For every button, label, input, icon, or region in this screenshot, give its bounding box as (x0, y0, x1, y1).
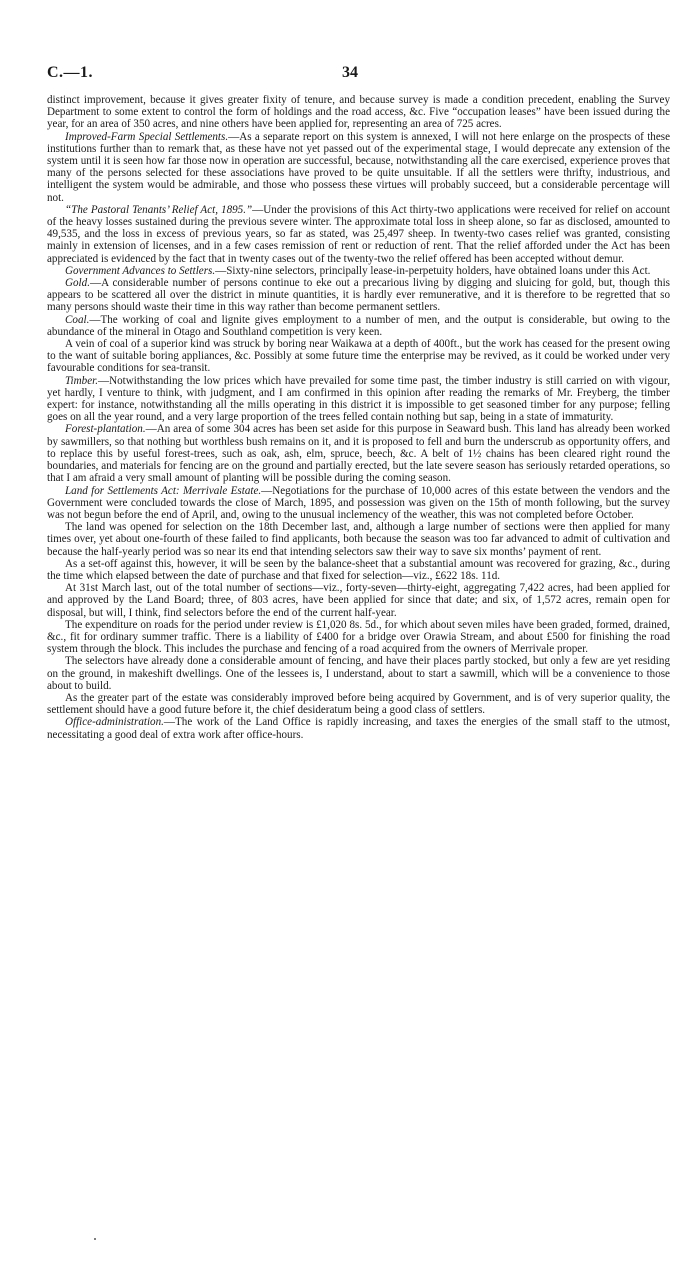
paragraph-heading: Office-administration. (65, 716, 164, 729)
paragraph-gold (47, 277, 670, 314)
paragraph-government-advances (47, 265, 670, 277)
paragraph-heading: Gold. (65, 277, 90, 290)
paragraph-selectors-fencing (47, 655, 670, 692)
paragraph-text: —Under the provisions of this Act thirty-two applications were received for relief on account of the heavy losses sustained during the previous severe winter. The approximate total loss in sheep alone, so far as disclosed, amounted to 49,535, and the loss in excess of previous years, so far as stated, was 25,497 sheep. In twenty-two cases relief was granted, consisting mainly in extension of licenses, and in a few cases remission of rent or reduction of rent. That the relief afforded under the Act has been appreciated is evidenced by the fact that in twenty cases out of the twenty-two the relief offered has been accepted without demur. (47, 203, 670, 265)
paragraph-timber (47, 375, 670, 424)
paragraph-improved-farm (47, 131, 670, 204)
paragraph-text: The land was opened for selection on the 18th December last, and, although a large number of sections were then applied for many times over, yet about one-fourth of these failed to find applicants, both because the season was too far advanced to admit of cultivation and because the half-yearly period was so near its end that intending selectors saw their way to save six months’ payment of rent. (47, 521, 670, 558)
paragraph-heading: Improved-Farm Special Settlements. (65, 130, 229, 143)
paragraph-text: —Sixty-nine selectors, principally lease-in-perpetuity holders, have obtained loans under this Act. (215, 264, 651, 277)
paragraph-merrivale-estate (47, 485, 670, 522)
paragraph-estate-future (47, 692, 670, 716)
paragraph-office-administration (47, 716, 670, 740)
paragraph-text: The selectors have already done a considerable amount of fencing, and have their places partly stocked, but only a few are yet residing on the ground, in makeshift dwellings. One of the lessees is, I understand, about to start a sawmill, which will be a convenience to those about to build. (47, 655, 670, 692)
paragraph-text: As the greater part of the estate was considerably improved before being acquired by Government, and is of very superior quality, the settlement should have a good future before it, the chief desideratum being a good class of settlers. (47, 691, 670, 717)
paragraph-text: —Notwithstanding the low prices which have prevailed for some time past, the timber industry is still carried on with vigour, yet hardly, I venture to think, with judgment, and I am confirmed in this opinion after reading the remarks of Mr. Freyberg, the timber expert: for instance, notwithstanding all the mills operating in this district it is impossible to get seasoned timber for any purpose; felling goes on all the year round, and a very large proportion of the trees felled contain nothing but sap, being in a state of immaturity. (47, 374, 670, 424)
paragraph-heading: Land for Settlements Act: Merrivale Estate. (65, 484, 262, 497)
paragraph-coal (47, 314, 670, 338)
paragraph-heading: Government Advances to Settlers. (65, 264, 216, 277)
paragraph-text: —An area of some 304 acres has been set aside for this purpose in Seaward bush. This land has already been worked by sawmillers, so that nothing but worthless bush remains on it, and it is proposed to fell and burn the underscrub as opportunity offers, and to replace this by useful forest-trees, such as oak, ash, elm, spruce, beech, &c. A belt of 1½ chains has been cleared right round the boundaries, and materials for fencing are on the ground and partially erected, but the late severe season has seriously retarded operations, so that I am afraid a very small amount of planting will be possible during the coming season. (47, 423, 670, 485)
paragraph-heading: Timber. (65, 374, 98, 387)
paragraph-text: —As a separate report on this system is annexed, I will not here enlarge on the prospects of these institutions further than to remark that, as these have not yet passed out of the experimental stage, I would deprecate any extension of the system until it is seen how far those now in operation are successful, because, notwithstanding all the care exercised, experience proves that many of the persons selected for these associations have proved to be quite unsuitable. If all the settlers were thrifty, industrious, and intelligent the system would be admirable, and those who possess these virtues will probably succeed, but a considerable percentage will not. (47, 130, 670, 204)
paragraph-heading: Forest-plantation. (65, 423, 146, 436)
paragraph-grazing-recovery (47, 558, 670, 582)
scan-speck (94, 1238, 96, 1240)
paragraph-pastoral-relief (47, 204, 670, 265)
paragraph-coal-vein (47, 338, 670, 375)
page-number: 34 (342, 64, 358, 81)
page-header (47, 64, 653, 86)
paragraph-text: A vein of coal of a superior kind was struck by boring near Waikawa at a depth of 400ft., but the work has ceased for the present owing to the want of suitable boring appliances, &c. Possibly at some future time the enterprise may be revived, as it could be worked under very favourable conditions for sea-transit. (47, 338, 670, 375)
paragraph-text: The expenditure on roads for the period under review is £1,020 8s. 5d., for which about seven miles have been graded, formed, drained, &c., fit for ordinary summer traffic. There is a liability of £400 for a bridge over Orawia Stream, and about £500 for finishing the road system through the block. This includes the purchase and fencing of a road acquired from the owners of Merrivale proper. (47, 618, 670, 656)
paragraph-continuation (47, 94, 670, 131)
paragraph-text: —The working of coal and lignite gives employment to a number of men, and the output is considerable, but owing to the abundance of the mineral in Otago and Southland competition is very keen. (47, 313, 670, 338)
paragraph-road-expenditure (47, 619, 670, 656)
paragraph-text: —Negotiations for the purchase of 10,000 acres of this estate between the vendors and the Government were concluded towards the close of March, 1895, and possession was given on the 15th of month following, but the survey was not begun before the end of April, and, owing to the unusual inclemency of the weather, this was not completed before October. (47, 484, 670, 521)
paragraph-text: At 31st March last, out of the total number of sections—viz., forty-seven—thirty-eight, aggregating 7,422 acres, had been applied for and approved by the Land Board; three, of 803 acres, have been applied for since that date; and six, of 1,572 acres, remain open for disposal, but will, I think, find selectors before the end of the current half-year. (47, 582, 670, 619)
section-code: C.—1. (47, 64, 94, 81)
paragraph-heading: Coal. (65, 313, 90, 326)
paragraph-heading: “The Pastoral Tenants’ Relief Act, 1895.” (65, 203, 253, 216)
paragraph-text: —The work of the Land Office is rapidly increasing, and taxes the energies of the small staff to the utmost, necessitating a good deal of extra work after office-hours. (47, 716, 670, 741)
paragraph-selection-opened (47, 521, 670, 558)
paragraph-text: distinct improvement, because it gives greater fixity of tenure, and because survey is made a condition precedent, enabling the Survey Department to some extent to control the form of holdings and the road access, &c. Five “occupation leases” have been issued during the year, for an area of 350 acres, and nine others have been applied for, representing an area of 725 acres. (47, 94, 670, 131)
paragraph-sections-status (47, 582, 670, 619)
paragraph-text: As a set-off against this, however, it will be seen by the balance-sheet that a substantial amount was recovered for grazing, &c., during the time which elapsed between the date of purchase and that fixed for selection—viz., £622 18s. 11d. (47, 557, 670, 582)
paragraph-text: —A considerable number of persons continue to eke out a precarious living by digging and sluicing for gold, but, though this appears to be scattered all over the district in minute quantities, it is hardly ever remunerative, and it is therefore to be regretted that so many persons should waste their time in this way rather than become permanent settlers. (47, 277, 670, 314)
report-body (47, 94, 670, 741)
paragraph-forest-plantation (47, 423, 670, 484)
